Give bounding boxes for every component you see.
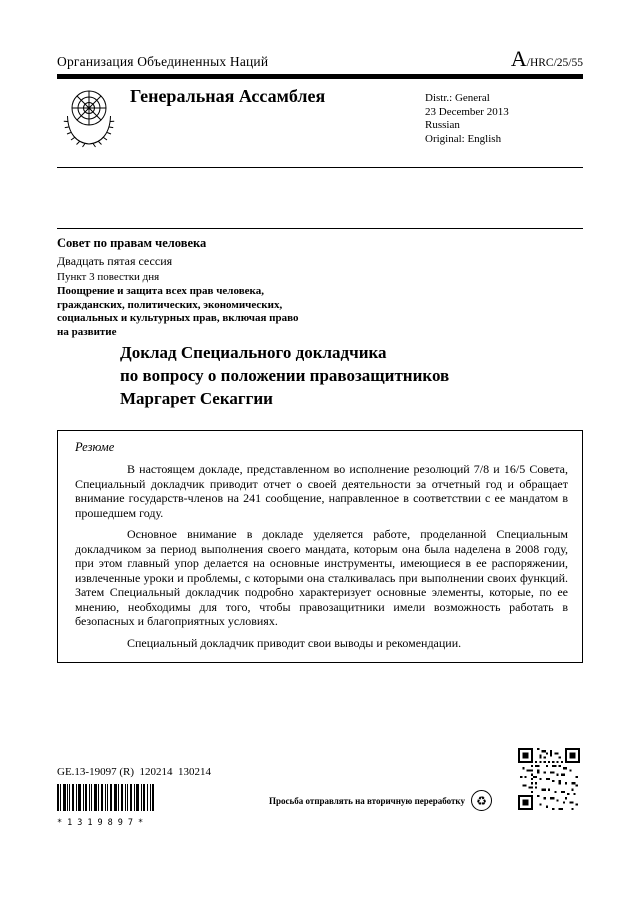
original-line: Original: English — [425, 132, 502, 145]
distribution-info — [425, 92, 509, 146]
distr-line: Distr.: General — [425, 92, 490, 104]
session-block — [57, 236, 337, 339]
session-number: Двадцать пятая сессия — [57, 254, 173, 268]
doc-symbol — [511, 46, 583, 72]
recycle-note: Просьба отправлять на вторичную переработку — [269, 795, 465, 806]
doc-symbol-letter: A — [510, 46, 527, 71]
un-emblem-icon — [58, 82, 120, 155]
header-org-name: Организация Объединенных Наций — [57, 54, 269, 69]
summary-heading: Резюме — [75, 440, 115, 454]
language-line: Russian — [425, 119, 460, 131]
qr-code-icon — [518, 748, 580, 815]
date-line: 23 December 2013 — [425, 105, 509, 118]
barcode-text: *1319897* — [57, 818, 149, 828]
ge-number: GE.13-19097 (R) 120214 130214 — [57, 766, 211, 778]
report-title — [120, 341, 449, 410]
summary-paragraph: В настоящем докладе, представленном во исполнение резолюций 7/8 и 16/5 Совета, Специальный докладчик приводит отчет о своей деятельности за отчетный год и обращает внимание государств-членов на 241 сообщение, направленное в соответствии с ее мандатом в прошедшем году. — [75, 462, 568, 520]
agenda-item: Пункт 3 повестки дня — [57, 271, 160, 283]
summary-box — [57, 430, 583, 663]
section-rule — [57, 228, 583, 229]
report-title-line: Маргарет Секаггии — [120, 389, 273, 408]
summary-paragraph: Специальный докладчик приводит свои выводы и рекомендации. — [127, 635, 462, 650]
report-title-line: Доклад Специального докладчика — [120, 343, 387, 362]
recycle-icon: ♻ — [471, 790, 492, 811]
agenda-title: Поощрение и защита всех прав человека, гражданских, политических, экономических, социальных и культурных прав, включая право на развитие — [57, 285, 299, 338]
barcode-icon — [57, 784, 155, 811]
barcode — [57, 784, 157, 828]
recycle-note-block — [269, 790, 492, 811]
doc-symbol-rest: /HRC/25/55 — [526, 57, 583, 69]
header-thick-rule — [57, 74, 583, 79]
assembly-title: Генеральная Ассамблея — [130, 86, 326, 106]
masthead-rule — [57, 167, 583, 168]
council-heading: Совет по правам человека — [57, 236, 207, 250]
report-title-line: по вопросу о положении правозащитников — [120, 366, 450, 385]
summary-paragraph: Основное внимание в докладе уделяется работе, проделанной Специальным докладчиком за период выполнения своего мандата, которым она была наделена в 2008 году, при этом главный упор делается на основные инструменты, имеющиеся в ее распоряжении, извлеченные уроки и проблемы, с которыми она сталкивалась при выполнении своих функций. Затем Специальный докладчик подробно характеризует основные элементы, которые, по ее мнению, необходимы для того, чтобы правозащитники имели возможность работать в безопасных и благоприятных условиях. — [75, 527, 568, 628]
